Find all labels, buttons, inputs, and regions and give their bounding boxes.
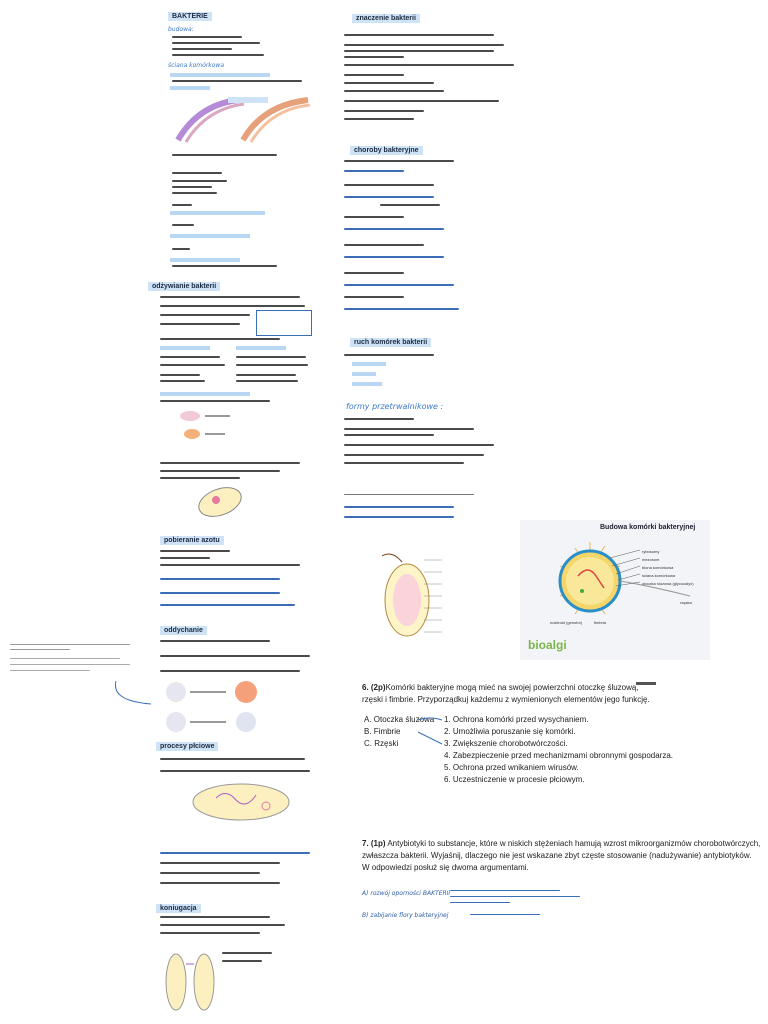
note-line: [160, 852, 310, 854]
note-line: [344, 434, 434, 436]
note-line: [222, 952, 272, 954]
note-line: [344, 74, 404, 76]
bioalgi-logo: bioalgi: [528, 638, 567, 652]
respiration-sketch: [156, 678, 316, 742]
note-line: [344, 56, 404, 58]
note-line: [344, 228, 444, 230]
highlight: [352, 382, 382, 386]
note-line: [160, 604, 295, 606]
note-line: [160, 296, 300, 298]
answer-arrows: [416, 714, 446, 754]
note-line: [344, 244, 424, 246]
note-line: [172, 48, 232, 50]
bacterium-sketch: [190, 482, 250, 522]
note-line: [344, 44, 504, 46]
diagram-label-nukleoid: nukleoid (genofor): [550, 620, 583, 625]
note-line: [236, 374, 296, 376]
note-line: [160, 592, 280, 594]
highlight: [170, 211, 265, 215]
note-line: [172, 172, 222, 174]
note-line: [344, 90, 444, 92]
note-line: [450, 902, 510, 903]
note-line: [160, 477, 240, 479]
note-line: [172, 36, 242, 38]
note-line: [236, 364, 308, 366]
list-item: B. Fimbrie: [364, 727, 401, 736]
note-line: [344, 516, 454, 518]
highlight: [236, 346, 286, 350]
question-7-text: 7. (1p) Antybiotyki to substancje, które w niskich stężeniach hamują wzrost mikroorganizmów chorobotwórczych, zwłaszcza bakterii. Wyjaśnij, dlaczego nie jest wskazane zbyt częste stosowanie (nadużywanie) antybiotyków. W odpowiedzi posłuż się dwoma argumentami.: [362, 839, 761, 872]
cell-wall-drawing: [168, 95, 318, 145]
note-line: [160, 338, 280, 340]
note-line: [160, 470, 280, 472]
note-line: [172, 180, 227, 182]
list-item: 1. Ochrona komórki przed wysychaniem.: [444, 715, 589, 724]
note-line: [344, 118, 414, 120]
heading-koniugacja: koniugacja: [156, 904, 201, 913]
note-line: [236, 380, 298, 382]
note-line: [380, 204, 440, 206]
highlight: [160, 392, 250, 396]
note-line: [344, 170, 404, 172]
diagram-title: Budowa komórki bakteryjnej: [600, 524, 696, 531]
list-item: 5. Ochrona przed wnikaniem wirusów.: [444, 763, 579, 772]
heading-pobieranie-azotu: pobieranie azotu: [160, 536, 224, 545]
note-line: [236, 356, 306, 358]
heading-znaczenie: znaczenie bakterii: [352, 14, 420, 23]
highlight: [170, 73, 270, 77]
note-line: [344, 82, 434, 84]
note-line: [344, 160, 454, 162]
note-line: [222, 960, 262, 962]
conjugation-sketch: [160, 944, 220, 1014]
heading-bakterie: BAKTERIE: [168, 12, 212, 21]
list-item: 6. Uczestniczenie w procesie płciowym.: [444, 775, 585, 784]
margin-caption: [10, 644, 140, 671]
heading-procesy-plciowe: procesy płciowe: [156, 742, 218, 751]
note-line: [160, 400, 270, 402]
note-line: [160, 924, 285, 926]
note-line: [344, 110, 424, 112]
note-line: [160, 323, 240, 325]
highlight: [170, 234, 250, 238]
highlight: [352, 372, 376, 376]
note-line: [344, 34, 494, 36]
answer-a: A) rozwój oporności BAKTERII: [362, 890, 451, 897]
list-item: 2. Umożliwia poruszanie się komórki.: [444, 727, 576, 736]
note-line: [160, 655, 310, 657]
note-line: [344, 184, 434, 186]
subheading-budowa: budowa:: [168, 26, 194, 33]
note-line: [160, 670, 300, 672]
note-line: [344, 354, 434, 356]
note-line: [344, 284, 454, 286]
note-line: [450, 890, 560, 891]
heading-ruch: ruch komórek bakterii: [350, 338, 431, 347]
highlight: [170, 86, 210, 90]
list-item: 3. Zwiększenie chorobotwórczości.: [444, 739, 568, 748]
note-line: [344, 50, 494, 52]
note-line: [344, 256, 444, 258]
arrow-icon: [106, 676, 156, 706]
answer-b: B) zabijanie flory bakteryjnej: [362, 912, 449, 919]
note-line: [344, 64, 514, 66]
note-line: [450, 896, 580, 897]
note-line: [172, 42, 260, 44]
note-line: [344, 272, 404, 274]
note-line: [160, 916, 270, 918]
heading-oddychanie: oddychanie: [160, 626, 207, 635]
note-line: [344, 196, 434, 198]
diagram-labels: rybosomy mezosom błona komórkowa ściana komórkowa otoczka śluzowa (glycocalyx): [642, 549, 694, 586]
note-line: [172, 54, 264, 56]
note-line: [172, 80, 302, 82]
note-line: [160, 550, 230, 552]
heading-odzywianie: odżywianie bakterii: [148, 282, 220, 291]
note-line: [160, 364, 225, 366]
note-line: [160, 862, 280, 864]
diagram-label-rzeska: rzęska: [680, 600, 692, 605]
note-line: [160, 882, 280, 884]
note-line: [160, 872, 260, 874]
question-6-right-items: [444, 714, 673, 786]
heading-choroby: choroby bakteryjne: [350, 146, 423, 155]
subheading-sciana: ściana komórkowa: [168, 62, 225, 69]
list-item: A. Otoczka śluzowa: [364, 715, 435, 724]
note-line: [172, 248, 190, 250]
note-line: [344, 296, 404, 298]
heading-formy: formy przetrwalnikowe :: [346, 402, 444, 411]
note-line: [160, 380, 205, 382]
note-line: [160, 640, 270, 642]
bacterial-cell-diagram: [520, 520, 710, 660]
diagram-label-fimbria: fimbria: [594, 620, 607, 625]
note-line: [160, 770, 310, 772]
note-line: [160, 758, 305, 760]
hand-drawn-cell: [362, 542, 482, 642]
note-line: [470, 914, 540, 915]
note-line: [160, 314, 250, 316]
sketch-drawing: [170, 406, 260, 442]
list-item: 4. Zabezpieczenie przed mechanizmami obronnymi gospodarza.: [444, 751, 674, 760]
note-line: [172, 186, 212, 188]
note-line: [172, 192, 217, 194]
note-line: [160, 462, 300, 464]
note-line: [344, 454, 484, 456]
note-line: [344, 444, 494, 446]
note-line: [344, 428, 474, 430]
note-line: [344, 216, 404, 218]
caption-line: [344, 494, 474, 495]
note-line: [344, 308, 459, 310]
highlight: [160, 346, 210, 350]
note-line: [172, 204, 192, 206]
note-line: [160, 564, 300, 566]
note-line: [160, 932, 260, 934]
note-line: [160, 374, 200, 376]
boxed-note: [256, 310, 312, 336]
note-line: [172, 224, 194, 226]
note-line: [344, 506, 454, 508]
note-line: [344, 462, 464, 464]
highlight: [352, 362, 386, 366]
note-line: [160, 305, 305, 307]
question-6-text: 6. (2p)Komórki bakteryjne mogą mieć na swojej powierzchni otoczkę śluzową, rzęski i fimbrie. Przyporządkuj każdemu z wymienionych elementów jego funkcję.: [362, 683, 650, 704]
note-line: [172, 154, 277, 156]
note-line: [160, 557, 210, 559]
note-line: [160, 356, 220, 358]
highlight: [170, 258, 240, 262]
note-line: [160, 578, 280, 580]
plasmid-sketch: [156, 780, 296, 824]
note-line: [172, 265, 277, 267]
note-line: [344, 100, 499, 102]
note-line: [344, 418, 414, 420]
list-item: C. Rzęski: [364, 739, 399, 748]
